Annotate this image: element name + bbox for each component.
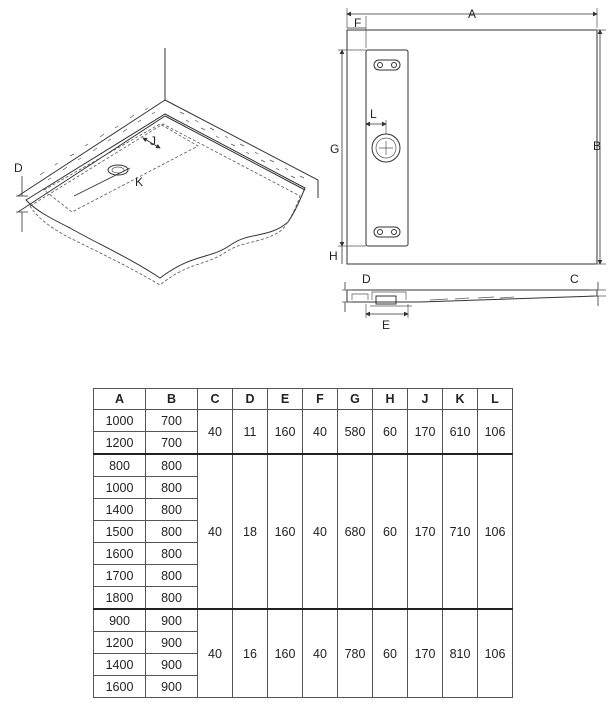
label-k: K <box>135 175 144 189</box>
cell-k: 610 <box>443 410 478 455</box>
cell-b: 800 <box>146 543 198 565</box>
technical-drawing <box>0 0 608 340</box>
cell-l: 106 <box>478 609 513 698</box>
label-j: J <box>150 134 156 148</box>
drain-outlet <box>108 165 128 175</box>
header-c: C <box>198 389 233 410</box>
header-b: B <box>146 389 198 410</box>
table-body <box>94 410 513 698</box>
cell-b: 800 <box>146 587 198 610</box>
cell-d: 11 <box>233 410 268 455</box>
cell-b: 800 <box>146 477 198 499</box>
cell-l: 106 <box>478 454 513 609</box>
header-f: F <box>303 389 338 410</box>
label-d-section: D <box>362 272 371 286</box>
plan-view <box>329 7 606 264</box>
cell-j: 170 <box>408 454 443 609</box>
table-header-row <box>94 389 513 410</box>
drain-body <box>376 296 396 304</box>
section-view <box>342 272 606 332</box>
header-a: A <box>94 389 146 410</box>
cell-h: 60 <box>373 454 408 609</box>
header-k: K <box>443 389 478 410</box>
cell-g: 780 <box>338 609 373 698</box>
cell-a: 1400 <box>94 499 146 521</box>
cell-a: 1200 <box>94 632 146 654</box>
cell-a: 900 <box>94 609 146 632</box>
wall-texture <box>40 108 304 180</box>
cell-b: 900 <box>146 632 198 654</box>
cell-j: 170 <box>408 410 443 455</box>
tray-plan-outline <box>347 30 597 264</box>
table-row <box>94 454 513 477</box>
header-h: H <box>373 389 408 410</box>
back-wall-left <box>18 48 165 196</box>
cell-e: 160 <box>268 410 303 455</box>
wall-base-right <box>165 116 305 190</box>
cell-c: 40 <box>198 454 233 609</box>
wall-base-left <box>18 116 165 212</box>
cell-c: 40 <box>198 410 233 455</box>
header-d: D <box>233 389 268 410</box>
cell-a: 1000 <box>94 410 146 432</box>
cell-f: 40 <box>303 609 338 698</box>
cell-a: 1200 <box>94 432 146 455</box>
cell-a: 1600 <box>94 676 146 698</box>
tray-dashed-edge <box>30 124 300 285</box>
cell-l: 106 <box>478 410 513 455</box>
header-j: J <box>408 389 443 410</box>
cell-a: 800 <box>94 454 146 477</box>
cell-b: 800 <box>146 499 198 521</box>
header-e: E <box>268 389 303 410</box>
label-f: F <box>354 16 362 30</box>
header-g: G <box>338 389 373 410</box>
cell-c: 40 <box>198 609 233 698</box>
cell-a: 1800 <box>94 587 146 610</box>
perspective-view <box>14 48 318 285</box>
cell-k: 710 <box>443 454 478 609</box>
label-h: H <box>329 249 338 263</box>
label-l: L <box>370 107 377 121</box>
label-g: G <box>330 142 340 156</box>
cell-b: 800 <box>146 521 198 543</box>
cell-b: 900 <box>146 676 198 698</box>
label-a: A <box>468 7 477 21</box>
cell-e: 160 <box>268 454 303 609</box>
table-row <box>94 410 513 432</box>
cell-a: 1600 <box>94 543 146 565</box>
cell-a: 1700 <box>94 565 146 587</box>
cell-k: 810 <box>443 609 478 698</box>
cell-b: 800 <box>146 565 198 587</box>
cell-b: 800 <box>146 454 198 477</box>
cell-h: 60 <box>373 410 408 455</box>
cell-d: 18 <box>233 454 268 609</box>
cell-a: 1000 <box>94 477 146 499</box>
cell-b: 700 <box>146 410 198 432</box>
cell-b: 700 <box>146 432 198 455</box>
cell-b: 900 <box>146 654 198 676</box>
tray-outline <box>26 114 305 278</box>
cell-d: 16 <box>233 609 268 698</box>
cell-a: 1400 <box>94 654 146 676</box>
cell-g: 680 <box>338 454 373 609</box>
cell-f: 40 <box>303 410 338 455</box>
cell-b: 900 <box>146 609 198 632</box>
cell-g: 580 <box>338 410 373 455</box>
cell-a: 1500 <box>94 521 146 543</box>
drain-channel <box>44 124 198 212</box>
label-b: B <box>593 139 602 153</box>
dimensions-table <box>93 388 513 698</box>
table-row <box>94 609 513 632</box>
label-d-perspective: D <box>14 161 23 175</box>
cell-e: 160 <box>268 609 303 698</box>
header-l: L <box>478 389 513 410</box>
label-c: C <box>570 272 579 286</box>
cell-j: 170 <box>408 609 443 698</box>
cell-h: 60 <box>373 609 408 698</box>
label-e: E <box>382 318 391 332</box>
cell-f: 40 <box>303 454 338 609</box>
